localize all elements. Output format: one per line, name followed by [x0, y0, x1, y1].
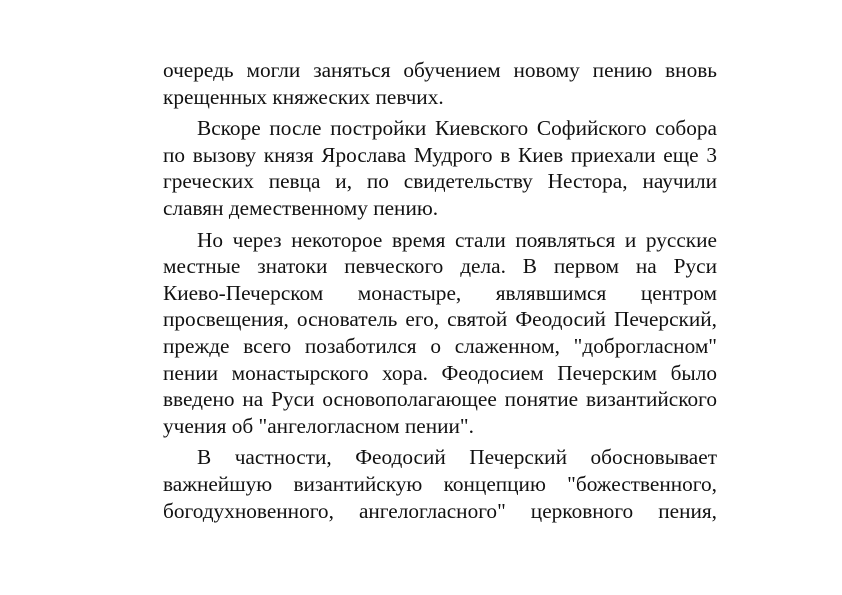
text-line: учения об "ангелогласном пении". [163, 413, 474, 438]
paragraph-4 [163, 444, 717, 524]
paragraph-2 [163, 115, 717, 221]
text-line: Но через некоторое время стали появляться и русские [197, 227, 717, 252]
text-line: славян демественному пению. [163, 195, 439, 220]
text-line: В частности, Феодосий Печерский обосновывает [197, 445, 717, 470]
text-line: крещенных княжеских певчих. [163, 84, 444, 109]
text-line: важнейшую византийскую концепцию "божественного, [163, 471, 717, 496]
text-line: Вскоре после постройки Киевского Софийского собора [197, 116, 717, 141]
text-line: введено на Руси основополагающее понятие византийского [163, 387, 717, 412]
text-line: просвещения, основатель его, святой Феодосий Печерский, [163, 307, 717, 332]
paragraph-3 [163, 227, 717, 440]
text-line: местные знатоки певческого дела. В первом на Руси [163, 254, 717, 279]
text-line: богодухновенного, ангелогласного" церковного пения, [163, 498, 717, 523]
text-line: пении монастырского хора. Феодосием Печерским было [163, 360, 717, 385]
text-line: очередь могли заняться обучением новому пению вновь [163, 58, 717, 82]
paragraph-1 [163, 57, 717, 110]
text-line: греческих певца и, по свидетельству Нестора, научили [163, 169, 717, 194]
text-line: прежде всего позаботился о слаженном, "доброгласном" [163, 333, 717, 358]
text-line: Киево-Печерском монастыре, являвшимся центром [163, 280, 717, 305]
body-text [163, 57, 717, 524]
text-line: по вызову князя Ярослава Мудрого в Киев приехали еще 3 [163, 142, 717, 167]
